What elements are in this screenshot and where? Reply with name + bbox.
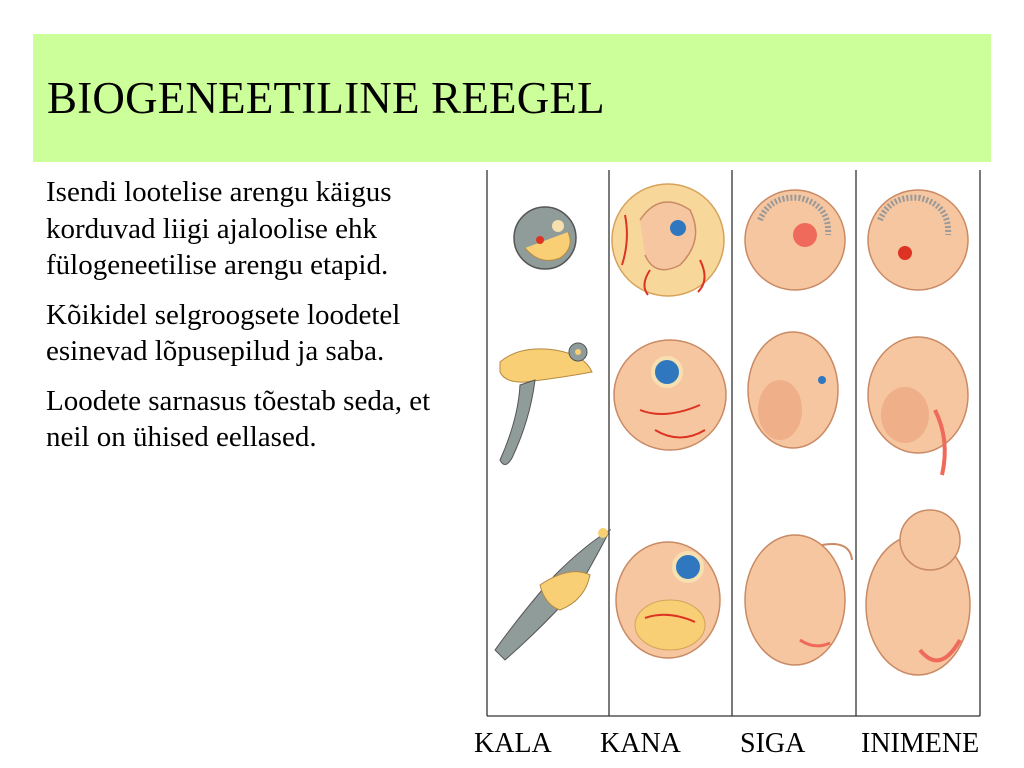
column-label-kana: KANA <box>600 728 681 759</box>
fish-embryo-early <box>514 207 576 269</box>
slide-title: BIOGENEETILINE REEGEL <box>47 73 605 123</box>
column-label-siga: SIGA <box>740 728 806 759</box>
fish-embryo-middle <box>500 343 592 465</box>
pig-embryo-late <box>745 535 852 665</box>
human-embryo-middle <box>868 337 968 475</box>
human-embryo-late <box>866 510 970 675</box>
human-embryo-early <box>868 190 968 290</box>
chick-embryo-middle <box>614 340 726 450</box>
column-label-inimene: INIMENE <box>861 728 980 759</box>
paragraph-common-ancestors: Loodete sarnasus tõestab seda, et neil on ühised eellased. <box>46 384 431 453</box>
pig-embryo-early <box>745 190 845 290</box>
column-label-kala: KALA <box>474 728 552 759</box>
paragraph-gill-slits: Kõikidel selgroogsete loodetel esinevad lõpusepilud ja saba. <box>46 298 401 367</box>
fish-embryo-late <box>495 528 610 660</box>
chick-embryo-late <box>616 542 720 658</box>
pig-embryo-middle <box>748 332 838 448</box>
chick-embryo-early <box>612 184 724 296</box>
paragraph-recapitulation: Isendi lootelise arengu käigus korduvad liigi ajaloolise ehk fülogeneetilise arengu etapid. <box>46 176 392 281</box>
